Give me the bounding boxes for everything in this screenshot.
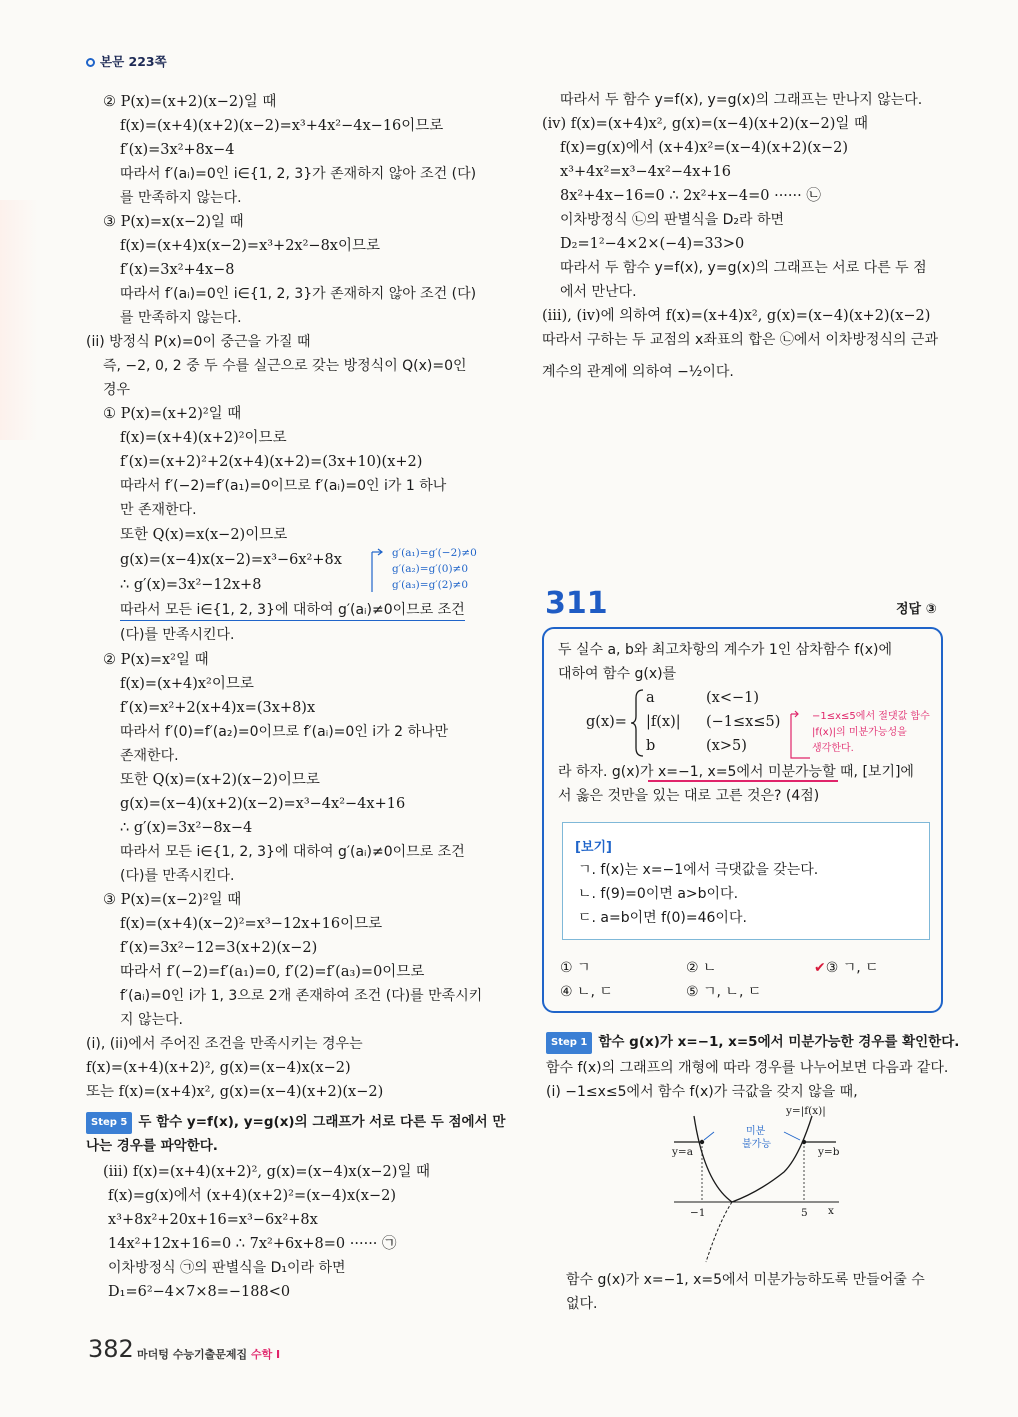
page-number: 382 [88,1335,134,1363]
pink-underline [648,780,838,782]
right-line-8: 에서 만난다. [560,284,637,300]
right-line-4: 8x²+4x−16=0 ∴ 2x²+x−4=0 ······ ㉡ [560,188,821,204]
left-line-13: ① P(x)=(x+2)²일 때 [103,406,242,422]
left-note-0: g′(a₁)=g′(−2)≠0 [392,547,477,559]
circle-bullet-icon [86,58,95,67]
left-line-7: f′(x)=3x²+4x−8 [120,262,235,278]
left-line-28: 또한 Q(x)=(x+2)(x−2)이므로 [120,772,320,788]
brace-icon [630,688,646,758]
left-line-34: f(x)=(x+4)(x−2)²=x³−12x+16이므로 [120,916,383,932]
left-line-30: ∴ g′(x)=3x²−8x−4 [120,820,253,836]
left2-line-1: f(x)=g(x)에서 (x+4)(x+2)²=(x−4)x(x−2) [108,1188,397,1204]
left-line-39: (i), (ii)에서 주어진 조건을 만족시키는 경우는 [86,1036,363,1052]
solution-line-1: (i) −1≤x≤5에서 함수 f(x)가 극값을 갖지 않을 때, [546,1084,858,1100]
left-note-2: g′(a₃)=g′(2)≠0 [392,579,469,591]
case-cond-1: (−1≤x≤5) [706,714,781,730]
right-line-5: 이차방정식 ㉡의 판별식을 D₂라 하면 [560,212,785,228]
left-line-15: f′(x)=(x+2)²+2(x+4)(x+2)=(3x+10)(x+2) [120,454,423,470]
right-line-2: f(x)=g(x)에서 (x+4)x²=(x−4)(x+2)(x−2) [560,140,849,156]
left-line-33: ③ P(x)=(x−2)²일 때 [103,892,242,908]
left-line-18: 또한 Q(x)=x(x−2)이므로 [120,527,288,543]
left-line-9: 를 만족하지 않는다. [120,310,242,326]
bogi-item-2: ㄷ. a=b이면 f(0)=46이다. [578,910,747,926]
graph-nondiff-1: 미분 [746,1126,766,1137]
problem-text1: 두 실수 a, b와 최고차항의 계수가 1인 삼차함수 f(x)에 [558,642,892,658]
left-line-10: (ii) 방정식 P(x)=0이 중근을 가질 때 [86,334,311,350]
choice-3[interactable] [814,958,879,978]
left-line-25: f′(x)=x²+2(x+4)x=(3x+8)x [120,700,316,716]
left-line-3: 따라서 f′(aᵢ)=0인 i∈{1, 2, 3}가 존재하지 않아 조건 (다) [120,166,477,182]
footer-subject: 수학 I [250,1348,281,1361]
case-expr-0: a [646,690,655,706]
case-expr-1: |f(x)| [646,714,681,730]
answer-label: 정답 ③ [896,602,937,617]
left-line-0: ② P(x)=(x+2)(x−2)일 때 [103,94,277,110]
left-line-32: (다)를 만족시킨다. [120,868,235,884]
step5-line1 [86,1112,505,1134]
choice-1[interactable]: ① ㄱ [560,960,591,976]
left-line-2: f′(x)=3x²+8x−4 [120,142,235,158]
left-line-12: 경우 [103,382,131,398]
step1-line [546,1032,959,1054]
graph-xm1: −1 [690,1207,706,1219]
left-line-4: 를 만족하지 않는다. [120,190,242,206]
left2-line-4: 이차방정식 ㉠의 판별식을 D₁이라 하면 [108,1260,346,1276]
right-line-10: 따라서 구하는 두 교점의 x좌표의 합은 ㉡에서 이차방정식의 근과 [542,332,938,348]
solution-end-1: 없다. [566,1296,598,1312]
choice-3-label: ③ ㄱ, ㄷ [825,960,879,976]
right-line-1: (iv) f(x)=(x+4)x², g(x)=(x−4)(x+2)(x−2)일 때 [542,116,868,132]
step5-badge: Step 5 [86,1112,132,1134]
step1-badge: Step 1 [546,1032,592,1054]
right-line-9: (iii), (iv)에 의하여 f(x)=(x+4)x², g(x)=(x−4)(x+2)(x−2) [542,308,931,324]
left-line-5: ③ P(x)=x(x−2)일 때 [103,214,244,230]
g-label: g(x)= [586,714,627,730]
problem-text4: 서 옳은 것만을 있는 대로 고른 것은? (4점) [558,788,820,804]
left-line-21: 따라서 모든 i∈{1, 2, 3}에 대하여 g′(aᵢ)≠0이므로 조건 [120,600,465,621]
left2-line-3: 14x²+12x+16=0 ∴ 7x²+6x+8=0 ······ ㉠ [108,1236,397,1252]
graph-yb-label: y=b [818,1146,840,1158]
page-header [86,52,167,70]
left2-line-5: D₁=6²−4×7×8=−188<0 [108,1284,291,1300]
left-line-23: ② P(x)=x²일 때 [103,652,209,668]
choice-5[interactable]: ⑤ ㄱ, ㄴ, ㄷ [686,984,762,1000]
left-line-37: f′(aᵢ)=0인 i가 1, 3으로 2개 존재하여 조건 (다)를 만족시키 [120,988,483,1004]
left-line-14: f(x)=(x+4)(x+2)²이므로 [120,430,287,446]
left-line-38: 지 않는다. [120,1012,183,1028]
step5-text2: 나는 경우를 파악한다. [86,1138,218,1154]
left-line-26: 따라서 f′(0)=f′(a₂)=0이므로 f′(aᵢ)=0인 i가 2 하나만 [120,724,449,740]
graph-ya-label: y=a [672,1146,693,1158]
solution-end-0: 함수 g(x)가 x=−1, x=5에서 미분가능하도록 만들어줄 수 [566,1272,925,1288]
side-note-2: 생각한다. [812,743,854,754]
left-line-36: 따라서 f′(−2)=f′(a₁)=0, f′(2)=f′(a₃)=0이므로 [120,964,425,980]
left-line-20: ∴ g′(x)=3x²−12x+8 [120,577,262,593]
checkmark-icon: ✔ [814,960,826,976]
left-line-6: f(x)=(x+4)x(x−2)=x³+2x²−8x이므로 [120,238,380,254]
graph-x5: 5 [801,1207,808,1219]
choice-4[interactable]: ④ ㄴ, ㄷ [560,984,613,1000]
left2-line-2: x³+8x²+20x+16=x³−6x²+8x [108,1212,318,1228]
right-line-0: 따라서 두 함수 y=f(x), y=g(x)의 그래프는 만나지 않는다. [560,92,923,108]
right-line-7: 따라서 두 함수 y=f(x), y=g(x)의 그래프는 서로 다른 두 점 [560,260,927,276]
footer-book-label: 마더텅 수능기출문제집 [137,1348,248,1361]
left-line-19: g(x)=(x−4)x(x−2)=x³−6x²+8x [120,552,342,568]
right-line-11: 계수의 관계에 의하여 −½이다. [542,364,734,380]
header-label: 본문 223쪽 [100,54,167,69]
left-line-41: 또는 f(x)=(x+4)x², g(x)=(x−4)(x+2)(x−2) [86,1084,384,1100]
side-note-1: |f(x)|의 미분가능성을 [812,727,907,738]
left2-line-0: (iii) f(x)=(x+4)(x+2)², g(x)=(x−4)x(x−2)일 때 [103,1164,431,1180]
graph-abs-label: y=|f(x)| [786,1105,826,1117]
choice-2[interactable]: ② ㄴ [686,960,717,976]
bogi-item-1: ㄴ. f(9)=0이면 a>b이다. [578,886,739,902]
left-line-22: (다)를 만족시킨다. [120,627,235,643]
step1-text: 함수 g(x)가 x=−1, x=5에서 미분가능한 경우를 확인한다. [598,1034,960,1050]
footer-book [137,1346,280,1362]
side-note-0: −1≤x≤5에서 절댓값 함수 [812,711,930,722]
step5-text1: 두 함수 y=f(x), y=g(x)의 그래프가 서로 다른 두 점에서 만 [138,1114,506,1130]
solution-line-0: 함수 f(x)의 그래프의 개형에 따라 경우를 나누어보면 다음과 같다. [546,1060,949,1076]
left-note-1: g′(a₂)=g′(0)≠0 [392,563,469,575]
side-tint [0,200,38,440]
left-line-29: g(x)=(x−4)(x+2)(x−2)=x³−4x²−4x+16 [120,796,406,812]
case-cond-0: (x<−1) [706,690,760,706]
right-line-6: D₂=1²−4×2×(−4)=33>0 [560,236,745,252]
left-line-35: f′(x)=3x²−12=3(x+2)(x−2) [120,940,318,956]
case-expr-2: b [646,738,656,754]
problem-text2: 대하여 함수 g(x)를 [558,666,677,682]
case-cond-2: (x>5) [706,738,747,754]
left-line-27: 존재한다. [120,748,179,764]
problem-number: 311 [545,586,608,621]
graph-nondiff-2: 불가능 [742,1139,771,1150]
left-line-1: f(x)=(x+4)(x+2)(x−2)=x³+4x²−4x−16이므로 [120,118,444,134]
left-line-16: 따라서 f′(−2)=f′(a₁)=0이므로 f′(aᵢ)=0인 i가 1 하나 [120,478,447,494]
left-line-17: 만 존재한다. [120,502,197,518]
left-line-8: 따라서 f′(aᵢ)=0인 i∈{1, 2, 3}가 존재하지 않아 조건 (다) [120,286,477,302]
problem-text3: 라 하자. g(x)가 x=−1, x=5에서 미분가능할 때, [보기]에 [558,764,914,780]
bogi-item-0: ㄱ. f(x)는 x=−1에서 극댓값을 갖는다. [578,862,819,878]
bogi-title: [보기] [575,840,612,855]
left-line-24: f(x)=(x+4)x²이므로 [120,676,254,692]
left-line-31: 따라서 모든 i∈{1, 2, 3}에 대하여 g′(aᵢ)≠0이므로 조건 [120,844,465,860]
problem-box [542,627,943,1013]
pink-bracket [788,708,814,762]
graph-x-axis-label: x [828,1205,834,1217]
left-line-40: f(x)=(x+4)(x+2)², g(x)=(x−4)x(x−2) [86,1060,351,1076]
left-line-11: 즉, −2, 0, 2 중 두 수를 실근으로 갖는 방정식이 Q(x)=0인 [103,358,467,374]
right-line-3: x³+4x²=x³−4x²−4x+16 [560,164,732,180]
